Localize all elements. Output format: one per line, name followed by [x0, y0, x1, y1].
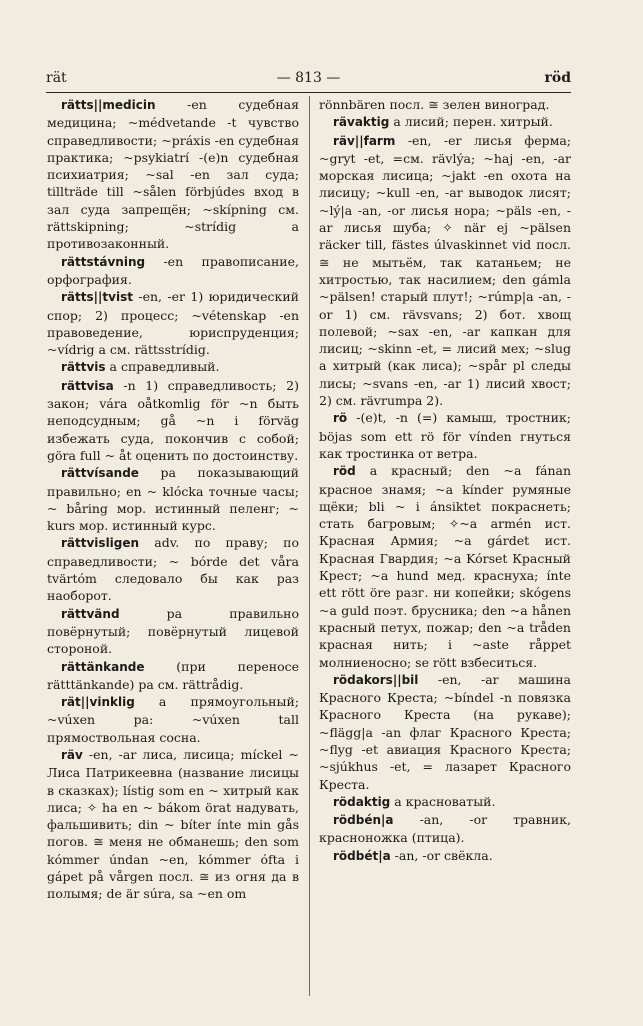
entry-definition: -en, -er 1) юридический спор; 2) процесс; ~vétenskap -en правоведение, юриспруденция; ~vídrig a см. rättsstrídig. [47, 289, 299, 358]
entry-definition: -en судебная медицина; ~médvetande -t чувство справедливости; ~práxis -en судебная практика; ~psykiatrí -(e)n судебная психиатрия; ~sal -en зал суда; tillträde till ~sålen förbjúdes вход в зал суда запрещён; ~skípning см. rättskipning; ~strídig a противозаконный. [47, 97, 299, 252]
entry-definition: a прямоугольный; ~vúxen pa: ~vúxen tall прямоствольная сосна. [47, 694, 299, 745]
entry-headword: rödbét|a [333, 848, 391, 863]
dictionary-entry [319, 113, 571, 131]
entry-headword: rättvänd [61, 606, 120, 621]
dictionary-entry [319, 793, 571, 811]
dictionary-entry [47, 605, 299, 658]
entry-headword: rättstávning [61, 254, 146, 269]
entry-definition: a красный; den ~a fánan красное знамя; ~a kínder румяные щёки; bli ~ i ánsiktet покраснеть; стать багровым; ✧~a armén ист. Красная Армия; ~a gárdet ист. Красная Гвардия; ~a Kórset Красный Крест; ~a hund мед. краснуха; ínte ett rött öre разг. ни копейки; skógens ~a guld поэт. брусника; den ~a hånen красный петух, пожар; den ~a tråden красная нить; i ~aste råppet молниеносно; se rött взбеситься. [319, 463, 571, 670]
entry-headword: rät||vinklig [61, 695, 135, 710]
entry-definition: -n 1) справедливость; 2) закон; vára oåtkomlig för ~n быть неподсудным; gå ~n i förväg избежать суда, покончив с собой; göra full ~ åt оценить по достоинству. [47, 377, 299, 463]
entry-definition: -en, -ar машина Красного Креста; ~bíndel -n повязка Красного Креста (на рукаве); ~flägg|a -an флаг Красного Креста; ~flyg -et авиация Красного Креста; ~sjúkhus -et, = лазарет Красного Креста. [319, 671, 571, 792]
header-rule [46, 92, 571, 93]
entry-headword: rävaktig [333, 115, 390, 130]
entry-headword: röd [333, 464, 356, 479]
left-column [47, 96, 299, 1008]
entry-definition: -en, -ar лиса, лисица; míckel ~ Лиса Патрикеевна (название лисицы в сказках); lístig som en ~ хитрый как лиса; ✧ ha en ~ bákom örat надувать, фальшивить; din ~ bíter ínte min gås погов. ≅ меня не обманешь; den som kómmer úndan ~en, kómmer ófta i gápet på vårgen посл. ≅ из огня да в полымя; de är súra, sa ~en om [47, 746, 299, 902]
dictionary-entry [47, 358, 299, 376]
entry-definition: a справедливый. [105, 359, 220, 375]
entry-definition: -en правописание, орфография. [47, 253, 299, 287]
dictionary-entry [319, 409, 571, 462]
dictionary-entry [47, 534, 299, 604]
entry-headword: rättvisa [61, 378, 114, 393]
dictionary-entry [47, 693, 299, 746]
dictionary-entry [319, 462, 571, 671]
entry-definition: adv. по праву; по справедливости; ~ bórde det våra tvärtóm следовало бы как раз наоборот. [47, 535, 299, 604]
entry-definition: pa показывающий правильно; en ~ klócka точные часы; ~ båring мор. истинный пеленг; ~ kurs мор. истинный курс. [47, 465, 299, 534]
page-number: — 813 — [276, 70, 341, 86]
dictionary-entry [319, 811, 571, 847]
entry-headword: rödbén|a [333, 813, 394, 828]
dictionary-entry [319, 132, 571, 410]
entry-definition: -an, -or травник, красноножка (птица). [319, 812, 571, 846]
dictionary-entry [47, 96, 299, 253]
dictionary-entry [47, 253, 299, 289]
entry-headword: rättänkande [61, 659, 145, 674]
header-right-guideword: röd [544, 70, 571, 86]
header-left-guideword: rät [46, 70, 67, 86]
dictionary-entry [319, 847, 571, 865]
entry-headword: rödakors||bil [333, 672, 419, 687]
right-column [319, 96, 571, 1008]
entry-headword: rättvis [61, 360, 106, 375]
entry-definition: -en, -er лисья ферма; ~gryt -et, =см. rävlýa; ~haj -en, -ar морская лисица; ~jakt -en охота на лисицу; ~kull -en, -ar выводок лисят; ~lý|a -an, -or лисья нора; ~päls -en, -ar лисья шуба; ✧ när ej ~pälsen räcker till, fästes úlvaskinnet vid посл. ≅ не мытьём, так катаньем; не хитростью, так насилием; den gámla ~pälsen! старый плут!; ~rúmp|a -an, -or 1) см. rävsvans; 2) бот. хвощ полевой; ~sax -en, -ar капкан для лисиц; ~skinn -et, = лисий мех; ~slug a хитрый (как лиса); ~spår pl следы лисы; ~svans -en, -ar 1) лисий хвост; 2) см. rävrumpa 2). [319, 132, 571, 409]
entry-definition: rönnbären посл. ≅ зелен виноград. [319, 97, 550, 112]
dictionary-entry [319, 96, 571, 113]
entry-definition: pa правильно повёрнутый; повёрнутый лицевой стороной. [47, 605, 299, 657]
entry-headword: räv||farm [333, 133, 396, 148]
entry-headword: rättvisligen [61, 536, 140, 551]
entry-definition: a красноватый. [390, 793, 496, 809]
entry-headword: rättvísande [61, 466, 139, 481]
entry-definition: (при переносе rätttänkande) pa см. rättrådig. [47, 658, 299, 692]
column-divider [309, 96, 310, 996]
entry-definition: -(e)t, -n (=) камыш, тростник; böjas som ett rö för vínden гнуться как тростинка от ветра. [319, 410, 571, 461]
dictionary-entry [319, 671, 571, 793]
dictionary-entry [47, 658, 299, 694]
dictionary-entry [47, 746, 299, 903]
page-header [46, 70, 571, 92]
entry-definition: -an, -or свёкла. [390, 847, 493, 863]
dictionary-entry [47, 464, 299, 534]
dictionary-entry [47, 288, 299, 358]
entry-headword: rödaktig [333, 794, 391, 809]
entry-headword: räv [61, 747, 83, 762]
entry-definition: a лисий; перен. хитрый. [389, 114, 553, 130]
entry-headword: rätts||medicin [61, 98, 156, 112]
dictionary-entry [47, 377, 299, 464]
entry-headword: rätts||tvist [61, 290, 133, 305]
entry-headword: rö [333, 411, 348, 426]
